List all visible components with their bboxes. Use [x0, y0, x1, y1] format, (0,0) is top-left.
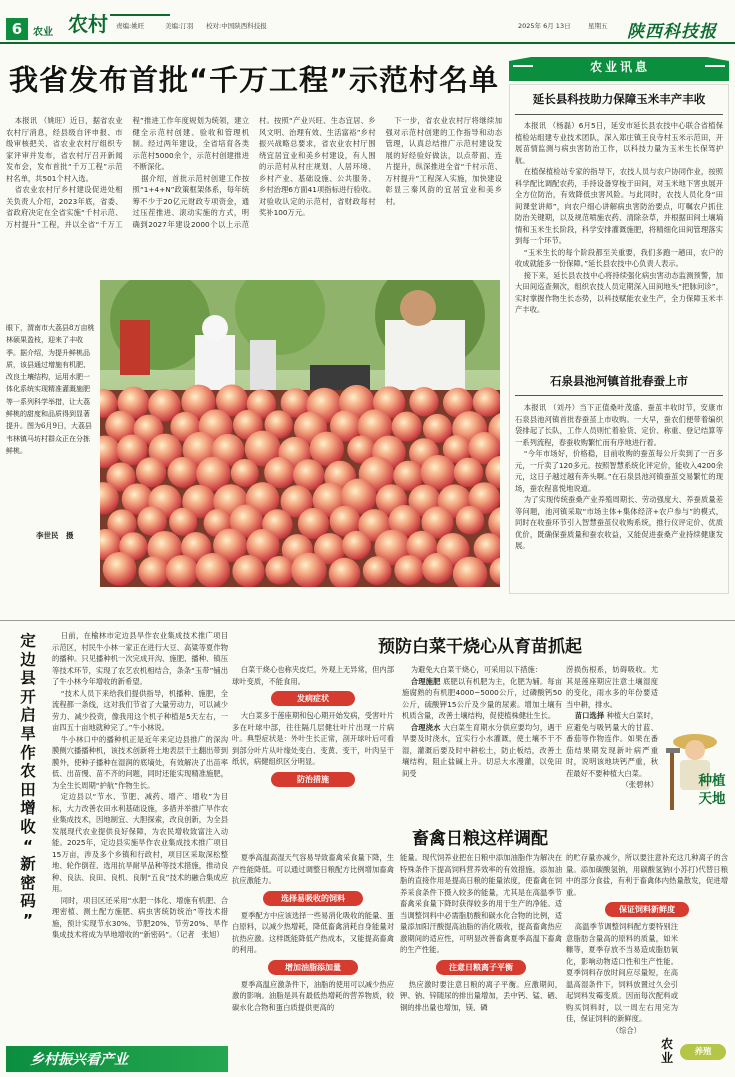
dingbian-headline [8, 632, 48, 929]
dingbian-body [52, 630, 228, 1050]
page-number: 6 [6, 18, 28, 40]
headline-char: 边 [20, 650, 36, 669]
measure-label: 苗口选择 [574, 711, 605, 720]
section-divider [0, 620, 735, 621]
peach [232, 555, 264, 587]
news-paragraph: 本报讯 （杨磊）6月5日，延安市延长县农技中心联合省植保植检站组建专业技术团队，深入郑庄镇王良寺村玉米示范田，开展苗情监测与病虫害防治工作，以科技力量为玉米生长保驾护航。 [515, 121, 723, 165]
header-rule [0, 42, 735, 44]
dingbian-paragraph: 定边县以“节水、节肥、减药、增产、增收”为目标，大力改善农田水利基础设施，多措并举推广旱作农业集成技术，因地制宜、大胆探索，改良创新，为全县发展现代农业提供良好保障，为农民增收致富注入动能。2025年，定边县实施旱作农业集成技术推广项目15万亩，涉及多个乡镇和行政村，项目区采取深松整地、轮作倒茬、选用抗旱耐旱品种等技术措施，推动良种、良法、良田、良机、良制“五良”技术的融合集成应用。 [52, 792, 228, 893]
peach [231, 459, 259, 487]
newspaper-logo: 陕西科技报 [627, 22, 717, 42]
peach [394, 555, 424, 585]
peach [363, 556, 392, 585]
news-paragraph: “今年市场好，价格稳，目前收购的蚕茧每公斤卖到了一百多元，一斤卖了120多元。按照智慧系统化评定价，能收入4200余元，这日子越过越有奔头啊。”在石泉县池河镇蚕茧交易繁忙的现场，蚕农程喜悦地说道。 [515, 449, 723, 493]
news-body-shiquan [515, 402, 723, 552]
subhead-digestible-feed: 选择易吸收的饲料 [263, 891, 363, 906]
livestock-paragraph: 热应激时要注意日粮的离子平衡。应激期间，钾、钠、锌随尿的排出量增加，丢中钙、锰、硒、铜的排出量也增加，镁、磷 [400, 979, 562, 1012]
news-paragraph: 在植保植检站专家的指导下，农技人员与农户协同作业，按照科学配比调配农药，手持设备穿梭于田间，对玉米地下害虫展开全方位防治，有效降低虫害风险。与此同时，农技人员化身“田间课堂讲师”，向农户细心讲解病虫害防治要点，叮嘱农户抓住防治关键期，以及规范喷施农药、清除杂草，并根据田间土壤墒情和玉米生长阶段，科学安排灌溉施肥，将精细化田间管理落实到每一个环节。 [515, 167, 723, 245]
peach [168, 457, 199, 488]
headline-char: “ [22, 836, 34, 855]
peach-harvest-photo [100, 280, 500, 587]
headline-char: 码 [20, 892, 36, 911]
peach [342, 531, 371, 560]
cabbage-col-2 [402, 664, 562, 779]
lead-paragraph: 下一步，省农业农村厅将继续加强对示范村创建的工作指导和动态管理，认真总结推广示范村建设发展的好经验好做法，以点带面、连片提升，纵深推进全省“千村示范、万村提升”工程深入实施，加快建设彰显三秦风韵的宜居宜业和美乡村。 [385, 116, 502, 206]
dingbian-paragraph: 同时，项目区还采用“水肥一体化、增施有机肥、合理密植、测土配方施肥、病虫害统防统治”等技术措施，预计实现节水30%、节肥20%、节劳20%、旱作集成技术将成为旱地增收的“新密码”。（记者 张旭） [52, 895, 228, 939]
headline-char: 旱 [20, 724, 36, 743]
news-paragraph: 本报讯 （刘丹）当下正值桑叶茂盛、蚕茧丰收时节，安康市石泉县池河镇首批春蚕茧上市收购。一大早，蚕农们便带着编织袋排起了长队，工作人员则忙着验货、定价、称重、登记结算等一系列流程，春蚕收购繁忙而有序地进行着。 [515, 403, 723, 447]
cabbage-symptoms: 大白菜多于莲座期和包心期开始发病，受害叶片多在叶球中部，往往隔几层健壮叶片出现一片病叶。典型症状是：外叶生长正常，剖开球叶后可看到部分叶片从叶缘处变白、变黄、变干，叶肉呈干纸状，病健组织区分明显。 [232, 711, 394, 766]
cabbage-headline: 预防白菜干烧心从育苗抓起 [378, 637, 582, 657]
issue-date: 2025年 6月 13日 [518, 22, 571, 30]
lead-paragraph: 本报讯 （姚旺）近日，据省农业农村厅消息，经县级自评申报、市级审核把关、省农业农村厅组织专家评审并发布，省农村厅召开新闻发布会，发布首批“千万工程”示范村名单，共501个村入选。 [6, 116, 123, 183]
dingbian-paragraph: 日前，在榆林市定边县旱作农业集成技术推广项目示范区，村民牛小林一家正在进行大豆、高粱等夏作物的播种。只见播种机一次完成开沟、施肥、播种、镇压等技术环节，实现了农艺农机相结合，条条“玉带”铺出了牛小林今年增收的新希望。 [52, 631, 228, 686]
livestock-paragraph: 高温季节调整饲料配方要特别注意脂肪含量高的原料的质量，如米糠等，夏季存放不当易造成脂肪氧化，影响动物适口性和生产性能。夏季饲料存放时间应尽量短，在高温高湿条件下，饲料放置过久会引起饲料发霉变质。因而每次配料或购买饲料时，以一周左右用完为佳，保证饲料的新鲜度。 [566, 922, 678, 1023]
headline-char: 作 [20, 743, 36, 762]
news-headline-yanchang: 延长县科技助力保障玉米丰产丰收 [532, 92, 706, 106]
livestock-paragraph: 夏季配方中应该选择一些易消化吸收的能量、蛋白原料，以减少热增耗，降低畜禽消耗自身能量对抗热应激。这样既能降低产热成本，又能提高畜禽的利用。 [232, 910, 394, 954]
lead-paragraph: 据介绍，首批示范村创建工作按照“1+4+N”政策框架体系，每年统筹不少于20亿元财政专项资金，通过压茬推进、滚动实施的方式，明确到2027年建设2000个以上示范村。按照“产业兴旺、生态宜居、乡风文明、治理有效、生活富裕”乡村振兴战略总要求，省农业农村厅围绕宜居宜业和美乡村建设，有人围的示范村从村庄规划、人居环境、乡村产业、基础设施、公共服务、乡村治理6方面41项指标进行验收。对验收认定的示范村，省财政每村奖补100万元。 [132, 116, 376, 229]
proofreader-credit: 校对:中国陕西科技报 [206, 22, 267, 30]
bottom-banner-label: 乡村振兴看产业 [30, 1052, 128, 1068]
livestock-intro: 夏季高温高湿天气容易导致畜禽采食量下降，生产性能降低。可以通过调整日粮配方比例增加畜禽抗应激能力。 [232, 853, 394, 885]
header-decor-line [110, 14, 170, 16]
headline-char: ” [22, 910, 34, 929]
section-title: 农村 [68, 12, 108, 36]
photo-credit: 李世民 摄 [36, 531, 74, 540]
cabbage-intro: 白菜干烧心也称夹皮烂，外观上无异常，但内部球叶变质，不能食用。 [232, 665, 394, 686]
subhead-measures: 防治措施 [271, 772, 355, 787]
livestock-col-1 [232, 852, 394, 1013]
lead-body [6, 115, 502, 275]
peach [136, 457, 166, 487]
headline-char: 定 [20, 632, 36, 650]
section-small: 农业 [33, 27, 53, 38]
livestock-headline: 畜禽日粮这样调配 [412, 829, 548, 849]
peach-photo-illustration [100, 280, 500, 587]
breeding-badge: 养殖 [680, 1044, 726, 1060]
photo-caption: 眼下，渭南市大荔县8万亩桃林硕果盈枝，迎来了丰收季。据介绍，为提升鲜桃品质，该县通过增施有机肥、改良土壤结构，运用水肥一体化系统实现精准灌溉施肥等一系列科学举措，让大荔鲜桃的甜度和品质得到显著提升。图为6月9日，大荔县韦林镇马坊村群众正在分拣鲜桃。 [6, 324, 95, 455]
livestock-paragraph: 夏季高温应激条件下，油脂的使用可以减少热应激的影响。油脂是具有最低热增耗的营养物质，较碳水化合物和蛋白质提供更高的 [232, 979, 394, 1012]
editor-credit: 责编:姚旺 [116, 22, 145, 30]
cabbage-col2-intro: 为避免大白菜干烧心，可采用以下措施： [410, 665, 543, 674]
measure-text: 大白菜生育期水分供应要均匀，遇干旱要及时浇水，宜实行小水灌溉，使土壤不干不湿，灌溉后要及时中耕松土，防止板结，改善土壤结构，阻止盐碱上升。切忌大水漫灌，以免田间受 [402, 722, 563, 778]
subhead-symptoms: 发病症状 [271, 691, 355, 706]
news-paragraph: 接下来，延长县农技中心将持续强化病虫害动态监测预警，加大田间巡查频次，组织农技人员定期深入田间地头“把脉问诊”，实时掌握作物生长态势，以科技赋能农业生产，全力保障玉米丰产丰收。 [515, 270, 723, 314]
planting-badge: 种植天地 [698, 773, 726, 807]
designer-credit: 美编:汀羽 [165, 22, 194, 30]
peach [166, 555, 199, 587]
livestock-paragraph: 的贮存量亦减少，所以要注意补充这几种离子的含量。添加碳酸氢钠，用碳酸氢钠(小苏打)代替日粮中的部分食盐，有利于畜禽体内热量散发，促进增重。 [566, 853, 728, 897]
peach [454, 458, 483, 487]
headline-char: 田 [20, 780, 36, 799]
news-banner-label: 农业讯息 [589, 60, 650, 74]
peach [169, 508, 197, 536]
subhead-add-oil: 增加油脂添加量 [268, 960, 358, 975]
headline-char: 新 [20, 855, 36, 874]
livestock-paragraph: 能量。现代饲养业把在日粮中添加油脂作为解决在特殊条件下提高饲料营养效率的有效措施。添加油脂的直接作用是提高日粮的能量浓度，使畜禽在饲养采食条件下摄入较多的能量，尤其是在高温季节畜禽采食量下降时获得较多的用于生产的净能。适当调整饲料中必需脂肪酸和碳水化合物的比例，适量添加阳汗酸提高油脂的消化吸收，提高畜禽热应激期间的适应性，可明显改善畜禽夏季高温下畜禽的生产性能。 [400, 853, 562, 954]
livestock-col-3 [566, 852, 728, 1036]
news-body-yanchang [515, 120, 723, 316]
peach [195, 553, 230, 587]
peach [422, 553, 453, 584]
peach [291, 553, 326, 587]
peach [421, 455, 456, 490]
news-divider [515, 395, 723, 396]
livestock-author: （综合） [611, 1025, 641, 1035]
subhead-ion-balance: 注意日粮离子平衡 [436, 960, 526, 975]
headline-char: 县 [20, 669, 36, 688]
news-paragraph: “玉米生长的每个阶段都至关重要，我们多跑一趟田，农户的收成就能多一份保障。”延长县农技中心负责人表示。 [515, 247, 723, 268]
measure-text: 底肥以有机肥为主，化肥为辅。每亩施腐熟的有机肥4000~5000公斤，过磷酸钙50公斤，硫酸钾15公斤及少量的尿素。增加土壤有机质含量，改善土壤结构，促使植株健壮生长。 [402, 676, 563, 720]
issue-weekday: 星期五 [588, 22, 608, 30]
peach [103, 552, 137, 586]
dingbian-paragraph: 牛小林口中的播种机正是近年来定边县推广的深沟膜侧穴播播种机，该技术创新将土地表层干土翻出带到膜外，使种子播种在湿润的底墒处，有效解决了出苗率低、出苗慢、苗不齐的问题，同时还能实现精准施肥，为全生长周期“护航”作物生长。 [52, 734, 228, 790]
agri-badge: 农业 [660, 1037, 673, 1065]
news-divider [515, 114, 723, 115]
cabbage-col3-text: 涝损伤根系，妨碍吸收。尤其是莲座期应注意土壤湿度的变化，雨水多的年份要适当中耕，排水。 [566, 665, 658, 709]
news-headline-shiquan: 石泉县池河镇首批春蚕上市 [550, 374, 688, 388]
headline-char: 收 [20, 817, 36, 836]
dingbian-paragraph: “技术人员下来给我们提供指导，机播种、施肥，全流程都一条线，这对我们节省了大量劳动力，可以减少劳力、减少投资，像我用这个机子种植是5天左右，一亩四五十亩地就种完了。”牛小林说。 [52, 688, 228, 732]
peach [456, 506, 484, 534]
peach [265, 556, 294, 585]
news-paragraph: 为了实现传统蚕桑产业养殖周期长、劳动强度大、养蚕质量差等问题，池河镇采取“市场主体+集体经济+农户参与”的模式，同时在收蚕环节引入智慧蚕茧仪收购系统，推行仪评定价、优质优价，既确保蚕质量和蚕农收益，又能促进蚕桑产业持续健康发展。 [515, 495, 723, 550]
measure-label: 合理浇水 [410, 722, 441, 732]
headline-char: 密 [20, 873, 36, 892]
peach [138, 556, 169, 587]
peach [409, 387, 438, 416]
lead-headline: 我省发布首批“千万工程”示范村名单 [8, 63, 500, 97]
cabbage-col-3 [566, 664, 658, 791]
livestock-col-2 [400, 852, 562, 1013]
page-header [0, 0, 735, 46]
cabbage-col-1 [232, 664, 394, 791]
subhead-fresh-feed: 保证饲料新鲜度 [605, 902, 689, 917]
headline-char: 农 [20, 762, 36, 781]
measure-text: 种植大白菜时，应避免与吸钙量大的甘蓝、番茄等作物连作。如果在番茄结果期发现新叶病严重时，说明该地块钙严重，秋茬最好不要种植大白菜。 [566, 711, 659, 778]
headline-char: 增 [20, 799, 36, 818]
headline-char: 启 [20, 706, 36, 725]
headline-char: 开 [20, 687, 36, 706]
measure-label: 合理施肥 [410, 676, 441, 686]
peach-pile [100, 384, 500, 587]
cabbage-author: （张碧林） [621, 780, 658, 789]
lead-paragraph: 省农业农村厅乡村建设促进处相关负责人介绍，2023年底，省委、省政府决定在全省实施“千村示范、万村提升”工程，并以全省“千万工程”推进工作年度规划为统领，建立健全示范村创建、验收和管理机制。经过两年建设，全省培育各类示范村5000余个，示范村创建推进不断深化。 [6, 116, 249, 229]
